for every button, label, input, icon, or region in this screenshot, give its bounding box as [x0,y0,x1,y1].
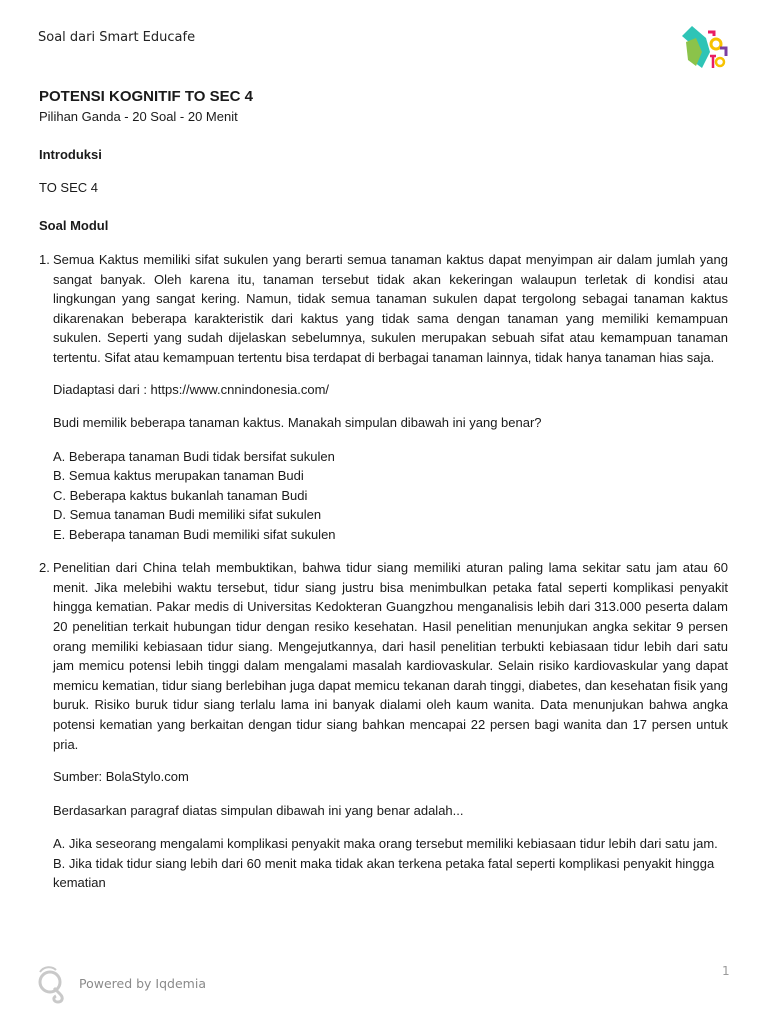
option-b: B. Jika tidak tidur siang lebih dari 60 menit maka tidak akan terkena petaka fatal seperti komplikasi penyakit hingga kematian [53,855,715,891]
option-b: B. Semua kaktus merupakan tanaman Budi [53,468,304,484]
iqdemia-logo-icon [36,964,68,1006]
option-a: A. Jika seseorang mengalami komplikasi penyakit maka orang tersebut memiliki kebiasaan tidur lebih dari satu jam. [53,836,718,852]
option-list [53,447,728,545]
question-1 [39,250,728,544]
question-2 [39,558,728,893]
test-subtitle: Pilihan Ganda - 20 Soal - 20 Menit [39,109,238,124]
question-number: 1. [39,252,50,267]
test-title: POTENSI KOGNITIF TO SEC 4 [39,88,253,105]
question-number: 2. [39,560,50,576]
document-body [39,88,728,893]
question-paragraph: Semua Kaktus memiliki sifat sukulen yang berarti semua tanaman kaktus dapat menyimpan air dalam jumlah yang sangat banyak. Oleh karena itu, tanaman tersebut tidak akan kekeringan walaupun terletak di kondisi atau lingkungan yang sangat kering. Namun, tidak semua tanaman sukulen dapat tergolong sebagai tanaman kaktus dikarenakan beberapa karakteristik dari kaktus yang tidak sama dengan tanaman yang memiliki kemampuan sukulen. Seperti yang sudah dijelaskan sebelumnya, sukulen merupakan sebuah sifat atau kemampuan tanaman tertentu. Sifat atau kemampuan tertentu bisa terdapat di berbagai tanaman lainnya, tidak hanya tanaman hias saja. [53,252,728,365]
option-e: E. Beberapa tanaman Budi memiliki sifat sukulen [53,526,336,542]
smart-educafe-logo-icon [680,22,728,72]
option-list [53,834,728,893]
header-source: Soal dari Smart Educafe [38,30,196,45]
intro-heading: Introduksi [39,147,102,162]
question-paragraph: Penelitian dari China telah membuktikan, bahwa tidur siang memiliki aturan paling lama sekitar satu jam atau 60 menit. Jika melebihi waktu tersebut, tidur siang justru bisa menimbulkan petaka fatal seperti komplikasi penyakit hingga kematian. Pakar medis di Universitas Kedokteran Guangzhou menganalisis lebih dari 313.000 peserta dalam 20 penelitian terkait hubungan tidur dengan resiko kesehatan. Hasil penelitian menunjukan angka sekitar 9 persen orang memiliki kebiasaan tidur siang. Mengejutkannya, dari hasil penelitian terbukti kebiasaan tidur lebih dari satu jam memicu potensi lebih tinggi dalam mengalami masalah kardiovaskular. Selain risiko kardiovaskular yang dapat memicu kematian, tidur siang berlebihan juga dapat memicu tekanan darah tinggi, diabetes, dan kesehatan fisik yang buruk. Risiko buruk tidur siang terlalu lama ini banyak dialami oleh kaum wanita. Data menunjukan bahwa angka potensi kematian yang berkaitan dengan tidur siang bahkan mencapai 22 persen bagi wanita dan 17 persen untuk pria. [53,560,728,752]
question-source: Diadaptasi dari : https://www.cnnindonesia.com/ [53,381,330,397]
page-number: 1 [722,964,730,978]
powered-by-text: Powered by Iqdemia [79,976,206,991]
question-prompt: Budi memilik beberapa tanaman kaktus. Manakah simpulan dibawah ini yang benar? [53,415,542,431]
module-heading: Soal Modul [39,218,109,233]
question-prompt: Berdasarkan paragraf diatas simpulan dibawah ini yang benar adalah... [53,802,464,818]
intro-text: TO SEC 4 [39,180,99,195]
question-source: Sumber: BolaStylo.com [53,769,189,785]
option-c: C. Beberapa kaktus bukanlah tanaman Budi [53,487,308,503]
option-a: A. Beberapa tanaman Budi tidak bersifat sukulen [53,448,335,464]
option-d: D. Semua tanaman Budi memiliki sifat sukulen [53,507,322,523]
